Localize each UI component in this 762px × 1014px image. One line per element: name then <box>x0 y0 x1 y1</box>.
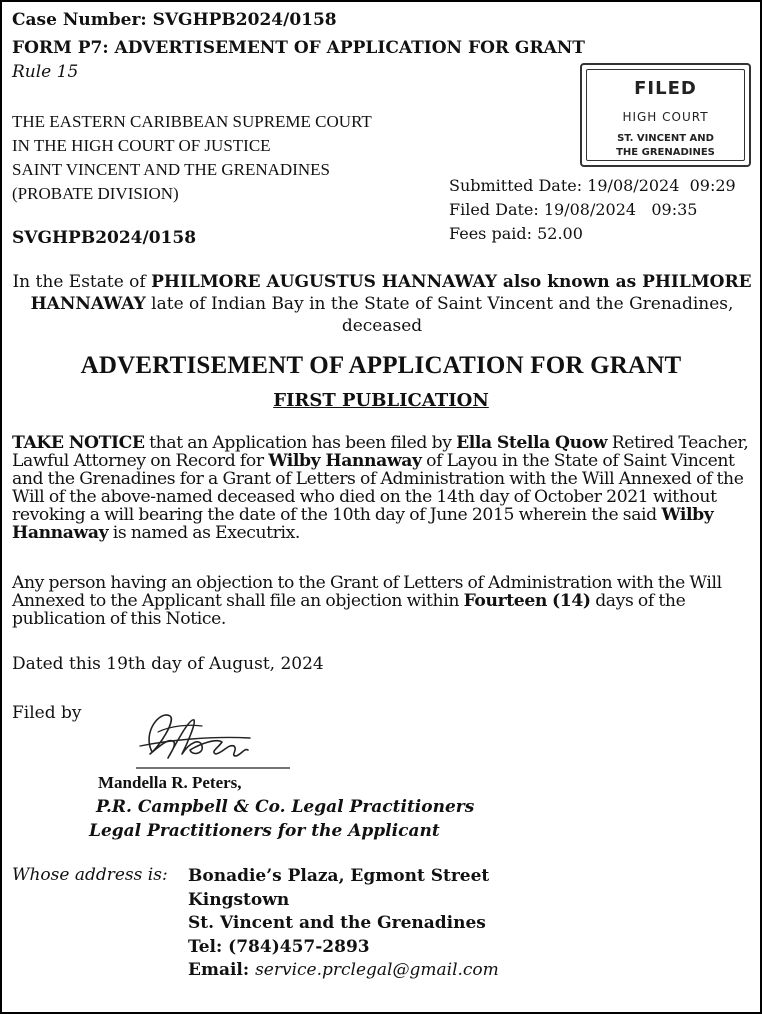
address-block <box>188 865 499 983</box>
estate-statement <box>12 271 752 337</box>
address-line: Kingstown <box>188 889 290 910</box>
court-line: (PROBATE DIVISION) <box>12 184 179 203</box>
estate-prefix: In the Estate of <box>12 272 152 292</box>
filing-info <box>449 174 736 246</box>
address-line: St. Vincent and the Grenadines <box>188 913 486 933</box>
filed-date: Filed Date: 19/08/2024 09:35 <box>449 200 698 219</box>
court-line: SAINT VINCENT AND THE GRENADINES <box>12 160 330 179</box>
principal-name: Wilby Hannaway <box>12 505 714 543</box>
stamp-court-text: HIGH COURT <box>622 110 709 124</box>
filed-stamp <box>580 63 751 167</box>
take-notice-label: TAKE NOTICE <box>12 433 145 453</box>
filed-stamp-inner <box>586 69 745 161</box>
stamp-place-line: ST. VINCENT AND <box>617 133 714 144</box>
filed-by-label: Filed by <box>12 703 82 723</box>
email-label: Email: <box>188 960 250 980</box>
fees-paid: Fees paid: 52.00 <box>449 224 583 243</box>
court-heading <box>12 110 372 206</box>
stamp-filed-text: FILED <box>634 78 697 99</box>
objection-period: Fourteen (14) <box>463 591 591 611</box>
submitted-date: Submitted Date: 19/08/2024 09:29 <box>449 176 736 195</box>
publication-subtitle: FIRST PUBLICATION <box>273 390 489 411</box>
notice-paragraph <box>12 434 752 542</box>
law-firm: P.R. Campbell & Co. Legal Practitioners <box>96 797 475 817</box>
signature <box>130 702 292 772</box>
dated-line: Dated this 19th day of August, 2024 <box>12 654 324 674</box>
court-line: THE EASTERN CARIBBEAN SUPREME COURT <box>12 112 372 131</box>
principal-name: Wilby Hannaway <box>268 451 422 471</box>
notice-text: that an Application has been filed by <box>144 433 457 453</box>
objection-paragraph <box>12 574 752 628</box>
case-number: Case Number: SVGHPB2024/0158 <box>12 10 337 30</box>
signatory-role: Legal Practitioners for the Applicant <box>89 821 440 841</box>
court-line: IN THE HIGH COURT OF JUSTICE <box>12 136 271 155</box>
case-reference: SVGHPB2024/0158 <box>12 228 197 248</box>
objection-text: Any person having an objection to the Grant of Letters of Administration with the Will Annexed to the Applicant shall file an objection within <box>12 573 722 611</box>
notice-text: Retired Teacher, Lawful Attorney on Record for <box>12 433 749 471</box>
rule-reference: Rule 15 <box>12 62 79 82</box>
deceased-name: PHILMORE AUGUSTUS HANNAWAY also known as PHILMORE HANNAWAY <box>30 272 752 314</box>
estate-suffix: late of Indian Bay in the State of Saint Vincent and the Grenadines, deceased <box>145 294 734 336</box>
email-address: service.prclegal@gmail.com <box>255 960 499 980</box>
email-line <box>188 959 499 983</box>
address-label: Whose address is: <box>12 865 168 885</box>
applicant-name: Ella Stella Quow <box>456 433 608 453</box>
telephone: Tel: (784)457-2893 <box>188 936 370 957</box>
stamp-place-line: THE GRENADINES <box>616 147 715 158</box>
form-title: FORM P7: ADVERTISEMENT OF APPLICATION FOR GRANT <box>12 38 585 58</box>
notice-text: of Layou in the State of Saint Vincent and the Grenadines for a Grant of Letters of Administration with the Will Annexed of the Will of the above-named deceased who died on the 14th day of October 2021 without revoking a will bearing the date of the 10th day of June 2015 wherein the said <box>12 451 744 525</box>
notice-text: is named as Executrix. <box>108 523 300 543</box>
address-line: Bonadie’s Plaza, Egmont Street <box>188 866 490 886</box>
document-title: ADVERTISEMENT OF APPLICATION FOR GRANT <box>80 352 682 379</box>
objection-text: days of the publication of this Notice. <box>12 591 686 629</box>
signatory-name: Mandella R. Peters, <box>98 773 242 792</box>
